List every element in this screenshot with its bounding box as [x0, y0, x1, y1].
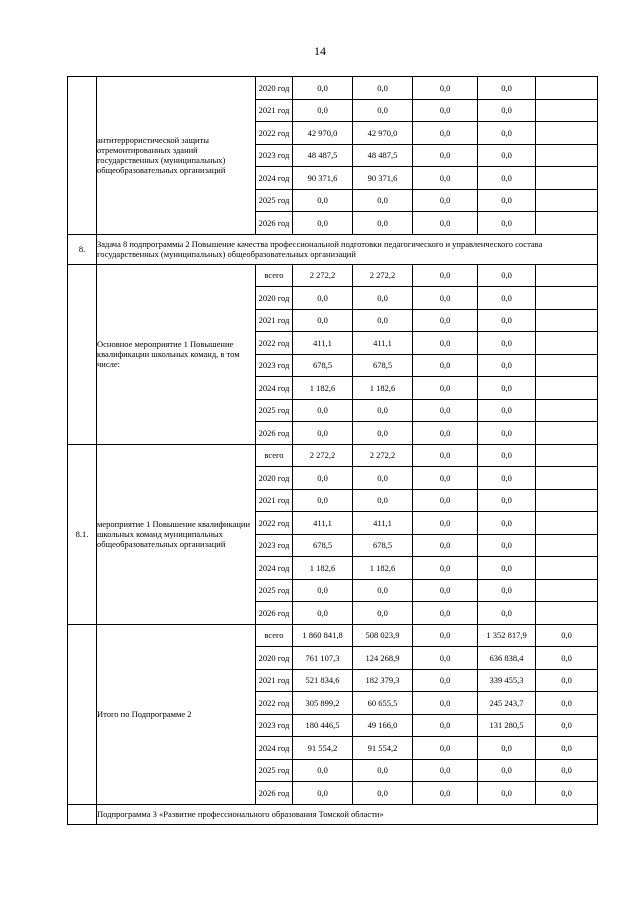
value-cell: 0,0 — [478, 489, 536, 512]
value-cell: 761 107,3 — [293, 647, 353, 670]
value-cell: 0,0 — [293, 99, 353, 122]
value-cell: 0,0 — [413, 444, 478, 467]
value-cell: 0,0 — [353, 212, 413, 235]
value-cell: 0,0 — [478, 534, 536, 557]
value-cell — [536, 534, 598, 557]
value-cell: 0,0 — [536, 759, 598, 782]
value-cell: 0,0 — [478, 264, 536, 287]
value-cell: 0,0 — [413, 534, 478, 557]
value-cell: 0,0 — [413, 759, 478, 782]
task-text: Задача 8 подпрограммы 2 Повышение качества профессиональной подготовки педагогического и управленческого состава государственных (муниципальных) общеобразовательных организаций — [97, 234, 598, 264]
value-cell — [536, 579, 598, 602]
year-cell: 2022 год — [256, 122, 293, 145]
value-cell: 48 487,5 — [353, 144, 413, 167]
year-cell: 2020 год — [256, 77, 293, 100]
value-cell — [536, 309, 598, 332]
value-cell: 90 371,6 — [353, 167, 413, 190]
value-cell: 1 182,6 — [293, 557, 353, 580]
year-cell: 2025 год — [256, 759, 293, 782]
measure-description: мероприятие 1 Повышение квалификации школьных команд муниципальных общеобразовательных организаций — [97, 444, 256, 624]
value-cell: 0,0 — [413, 399, 478, 422]
value-cell: 2 272,2 — [293, 264, 353, 287]
task-text: Подпрограмма 3 «Развитие профессионального образования Томской области» — [97, 804, 598, 824]
value-cell: 0,0 — [293, 759, 353, 782]
value-cell: 48 487,5 — [293, 144, 353, 167]
value-cell: 0,0 — [413, 579, 478, 602]
value-cell — [536, 167, 598, 190]
year-cell: 2022 год — [256, 332, 293, 355]
year-cell: 2024 год — [256, 167, 293, 190]
value-cell: 0,0 — [353, 759, 413, 782]
value-cell: 0,0 — [478, 602, 536, 625]
value-cell: 0,0 — [293, 579, 353, 602]
value-cell: 0,0 — [413, 602, 478, 625]
value-cell: 339 455,3 — [478, 669, 536, 692]
value-cell: 124 268,9 — [353, 647, 413, 670]
value-cell: 508 023,9 — [353, 624, 413, 647]
value-cell: 0,0 — [413, 714, 478, 737]
value-cell: 0,0 — [413, 77, 478, 100]
budget-table — [67, 76, 598, 825]
value-cell: 0,0 — [353, 602, 413, 625]
value-cell: 0,0 — [478, 444, 536, 467]
year-cell: 2023 год — [256, 354, 293, 377]
value-cell: 0,0 — [478, 99, 536, 122]
value-cell — [536, 489, 598, 512]
year-cell: всего — [256, 624, 293, 647]
value-cell: 0,0 — [478, 287, 536, 310]
value-cell: 0,0 — [413, 737, 478, 760]
year-cell: 2026 год — [256, 602, 293, 625]
value-cell: 0,0 — [413, 309, 478, 332]
year-cell: всего — [256, 444, 293, 467]
value-cell: 0,0 — [353, 489, 413, 512]
value-cell — [536, 77, 598, 100]
value-cell: 0,0 — [478, 579, 536, 602]
value-cell: 0,0 — [293, 467, 353, 490]
value-cell: 2 272,2 — [353, 444, 413, 467]
value-cell: 411,1 — [353, 512, 413, 535]
value-cell: 0,0 — [413, 99, 478, 122]
value-cell: 0,0 — [478, 759, 536, 782]
year-cell: 2020 год — [256, 467, 293, 490]
value-cell: 0,0 — [413, 467, 478, 490]
value-cell: 305 899,2 — [293, 692, 353, 715]
measure-description: Основное мероприятие 1 Повышение квалификации школьных команд, в том числе: — [97, 264, 256, 444]
value-cell: 411,1 — [293, 332, 353, 355]
year-cell: 2025 год — [256, 189, 293, 212]
value-cell: 1 182,6 — [293, 377, 353, 400]
value-cell: 91 554,2 — [353, 737, 413, 760]
year-cell: 2024 год — [256, 737, 293, 760]
row-number — [68, 264, 97, 444]
year-cell: 2026 год — [256, 422, 293, 445]
value-cell: 0,0 — [353, 309, 413, 332]
task-row — [68, 804, 598, 824]
value-cell: 678,5 — [293, 534, 353, 557]
value-cell: 2 272,2 — [353, 264, 413, 287]
value-cell: 0,0 — [353, 77, 413, 100]
year-cell: 2024 год — [256, 377, 293, 400]
value-cell: 1 860 841,8 — [293, 624, 353, 647]
value-cell: 0,0 — [478, 167, 536, 190]
value-cell: 0,0 — [536, 624, 598, 647]
value-cell: 91 554,2 — [293, 737, 353, 760]
value-cell — [536, 332, 598, 355]
value-cell: 0,0 — [413, 212, 478, 235]
value-cell: 0,0 — [413, 422, 478, 445]
value-cell: 678,5 — [353, 354, 413, 377]
value-cell: 0,0 — [353, 189, 413, 212]
value-cell: 0,0 — [536, 782, 598, 805]
value-cell: 0,0 — [293, 287, 353, 310]
value-cell: 0,0 — [413, 692, 478, 715]
value-cell: 678,5 — [293, 354, 353, 377]
row-number — [68, 804, 97, 824]
year-cell: 2022 год — [256, 512, 293, 535]
value-cell: 0,0 — [293, 77, 353, 100]
year-cell: 2021 год — [256, 669, 293, 692]
value-cell: 0,0 — [536, 669, 598, 692]
value-cell: 42 970,0 — [353, 122, 413, 145]
value-cell: 0,0 — [413, 144, 478, 167]
value-cell: 0,0 — [478, 782, 536, 805]
value-cell: 0,0 — [413, 624, 478, 647]
year-cell: 2023 год — [256, 144, 293, 167]
row-number — [68, 77, 97, 235]
value-cell: 0,0 — [293, 602, 353, 625]
year-cell: 2021 год — [256, 489, 293, 512]
value-cell: 636 838,4 — [478, 647, 536, 670]
value-cell: 0,0 — [413, 669, 478, 692]
value-cell — [536, 189, 598, 212]
value-cell: 0,0 — [478, 354, 536, 377]
value-cell: 0,0 — [478, 422, 536, 445]
year-cell: 2020 год — [256, 647, 293, 670]
value-cell — [536, 557, 598, 580]
value-cell: 0,0 — [478, 144, 536, 167]
value-cell: 0,0 — [478, 557, 536, 580]
value-cell: 0,0 — [478, 737, 536, 760]
value-cell: 1 352 817,9 — [478, 624, 536, 647]
table-row — [68, 77, 598, 100]
value-cell — [536, 287, 598, 310]
value-cell — [536, 99, 598, 122]
value-cell: 0,0 — [293, 189, 353, 212]
value-cell — [536, 122, 598, 145]
year-cell: 2026 год — [256, 782, 293, 805]
value-cell — [536, 399, 598, 422]
value-cell: 0,0 — [478, 377, 536, 400]
value-cell: 0,0 — [293, 422, 353, 445]
value-cell: 0,0 — [478, 122, 536, 145]
value-cell: 131 280,5 — [478, 714, 536, 737]
value-cell: 0,0 — [353, 579, 413, 602]
value-cell: 0,0 — [413, 189, 478, 212]
value-cell: 0,0 — [353, 782, 413, 805]
value-cell: 0,0 — [353, 399, 413, 422]
value-cell: 1 182,6 — [353, 557, 413, 580]
value-cell: 0,0 — [413, 377, 478, 400]
task-row — [68, 234, 598, 264]
year-cell: 2023 год — [256, 534, 293, 557]
value-cell — [536, 422, 598, 445]
value-cell: 0,0 — [413, 557, 478, 580]
value-cell: 0,0 — [478, 77, 536, 100]
value-cell: 0,0 — [478, 512, 536, 535]
value-cell: 521 834,6 — [293, 669, 353, 692]
value-cell: 0,0 — [478, 332, 536, 355]
value-cell: 0,0 — [353, 287, 413, 310]
value-cell: 60 655,5 — [353, 692, 413, 715]
year-cell: 2025 год — [256, 579, 293, 602]
year-cell: 2023 год — [256, 714, 293, 737]
table-row — [68, 264, 598, 287]
value-cell — [536, 212, 598, 235]
value-cell: 0,0 — [293, 309, 353, 332]
value-cell: 49 166,0 — [353, 714, 413, 737]
row-number — [68, 624, 97, 804]
value-cell: 0,0 — [413, 122, 478, 145]
value-cell: 0,0 — [413, 782, 478, 805]
value-cell — [536, 602, 598, 625]
value-cell: 0,0 — [478, 212, 536, 235]
value-cell: 678,5 — [353, 534, 413, 557]
value-cell: 0,0 — [413, 287, 478, 310]
value-cell: 0,0 — [353, 467, 413, 490]
value-cell — [536, 377, 598, 400]
value-cell: 411,1 — [293, 512, 353, 535]
year-cell: 2020 год — [256, 287, 293, 310]
value-cell: 411,1 — [353, 332, 413, 355]
value-cell: 42 970,0 — [293, 122, 353, 145]
value-cell: 0,0 — [293, 399, 353, 422]
row-number: 8.1. — [68, 444, 97, 624]
value-cell — [536, 444, 598, 467]
value-cell: 0,0 — [293, 212, 353, 235]
value-cell: 0,0 — [353, 422, 413, 445]
value-cell: 182 379,3 — [353, 669, 413, 692]
value-cell: 0,0 — [413, 354, 478, 377]
page-number: 14 — [314, 44, 326, 58]
value-cell: 0,0 — [478, 189, 536, 212]
value-cell — [536, 467, 598, 490]
value-cell: 90 371,6 — [293, 167, 353, 190]
value-cell: 2 272,2 — [293, 444, 353, 467]
value-cell: 0,0 — [536, 714, 598, 737]
value-cell — [536, 512, 598, 535]
value-cell: 0,0 — [413, 512, 478, 535]
value-cell: 0,0 — [478, 399, 536, 422]
year-cell: 2025 год — [256, 399, 293, 422]
row-number: 8. — [68, 234, 97, 264]
value-cell — [536, 144, 598, 167]
table-row — [68, 444, 598, 467]
value-cell: 0,0 — [478, 467, 536, 490]
value-cell: 0,0 — [413, 264, 478, 287]
value-cell: 0,0 — [536, 647, 598, 670]
value-cell: 0,0 — [293, 782, 353, 805]
value-cell: 1 182,6 — [353, 377, 413, 400]
year-cell: 2026 год — [256, 212, 293, 235]
value-cell: 0,0 — [413, 332, 478, 355]
year-cell: 2024 год — [256, 557, 293, 580]
value-cell: 245 243,7 — [478, 692, 536, 715]
measure-description: антитеррористической защиты отремонтированных зданий государственных (муниципальных) общеобразовательных организаций — [97, 77, 256, 235]
value-cell: 0,0 — [413, 647, 478, 670]
year-cell: 2022 год — [256, 692, 293, 715]
value-cell: 0,0 — [478, 309, 536, 332]
year-cell: 2021 год — [256, 99, 293, 122]
value-cell: 0,0 — [536, 737, 598, 760]
value-cell: 0,0 — [413, 167, 478, 190]
value-cell — [536, 264, 598, 287]
year-cell: всего — [256, 264, 293, 287]
value-cell: 0,0 — [293, 489, 353, 512]
year-cell: 2021 год — [256, 309, 293, 332]
value-cell — [536, 354, 598, 377]
measure-description: Итого по Подпрограмме 2 — [97, 624, 256, 804]
value-cell: 180 446,5 — [293, 714, 353, 737]
value-cell: 0,0 — [353, 99, 413, 122]
table-row — [68, 624, 598, 647]
value-cell: 0,0 — [536, 692, 598, 715]
value-cell: 0,0 — [413, 489, 478, 512]
